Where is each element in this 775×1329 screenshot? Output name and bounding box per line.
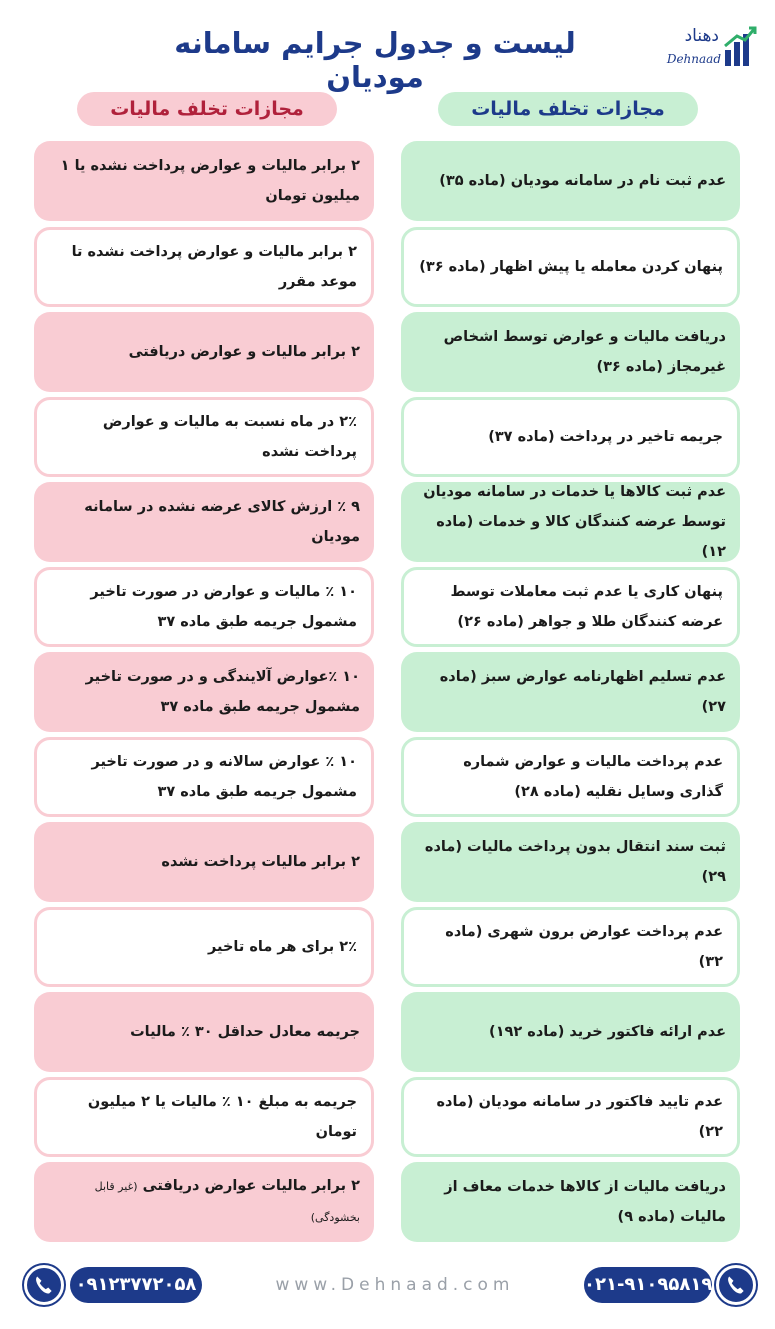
violation-cell [401,482,740,562]
table-row [0,907,775,987]
table-row [0,1077,775,1157]
violation-cell [401,1077,740,1157]
violation-cell [401,567,740,647]
violation-text: عدم تسلیم اظهارنامه عوارض سبز (ماده ۲۷) [439,669,726,715]
penalty-text: ۲٪ در ماه نسبت به مالیات و عوارض پرداخت نشده [102,414,357,460]
table-row [0,737,775,817]
violation-cell [401,907,740,987]
table-row [0,397,775,477]
table-row [0,312,775,392]
phone-icon[interactable] [716,1265,756,1305]
penalty-text: ۲ برابر مالیات پرداخت نشده [161,854,360,870]
penalty-cell [34,822,374,902]
penalty-cell [34,567,374,647]
violation-cell [401,822,740,902]
penalty-text: ۲٪ برای هر ماه تاخیر [208,939,357,955]
violation-column-heading: مجازات تخلف مالیات [438,92,698,126]
violation-text: عدم پرداخت مالیات و عوارض شماره گذاری وسایل نقلیه (ماده ۲۸) [463,754,723,800]
penalty-text: ۲ برابر مالیات و عوارض پرداخت نشده تا موعد مقرر [71,244,357,290]
penalty-cell [34,992,374,1072]
penalty-cell [34,1162,374,1242]
penalty-column-heading: مجازات تخلف مالیات [77,92,337,126]
mobile-number[interactable]: ۰۹۱۲۳۷۷۲۰۵۸ [70,1267,202,1303]
penalty-main-text: ۲ برابر مالیات عوارض دریافتی [142,1178,360,1194]
table-row [0,567,775,647]
violation-text: پنهان کردن معامله یا پیش اظهار (ماده ۳۶) [419,259,723,275]
table-row [0,1162,775,1242]
penalty-text: ۲ برابر مالیات و عوارض دریافتی [128,344,360,360]
penalty-cell [34,1077,374,1157]
penalty-text [48,1171,360,1233]
header [0,0,775,92]
page-title: لیست و جدول جرایم سامانه مودیان [174,26,576,94]
penalty-text: ۹ ٪ ارزش کالای عرضه نشده در سامانه مودیان [84,499,360,545]
violation-text: ثبت سند انتقال بدون پرداخت مالیات (ماده ۲۹) [424,839,726,885]
footer [0,1263,775,1309]
violation-text: عدم پرداخت عوارض برون شهری (ماده ۳۲) [445,924,723,970]
logo-chart-icon [723,24,757,68]
table-row [0,141,775,221]
violation-cell [401,652,740,732]
table-row [0,992,775,1072]
violation-cell [401,992,740,1072]
penalty-cell [34,737,374,817]
violation-text: جریمه تاخیر در پرداخت (ماده ۳۷) [488,429,723,445]
violation-cell [401,1162,740,1242]
phone-icon[interactable] [24,1265,64,1305]
penalty-cell [34,141,374,221]
table-row [0,822,775,902]
penalty-note: (غیر قابل بخشودگی) [94,1180,360,1224]
table-row [0,227,775,307]
violation-cell [401,312,740,392]
violation-cell [401,397,740,477]
penalty-cell [34,397,374,477]
penalty-text: ۱۰ ٪ مالیات و عوارض در صورت تاخیر مشمول جریمه طبق ماده ۳۷ [90,584,357,630]
violation-text: عدم تایید فاکتور در سامانه مودیان (ماده ۲۲) [436,1094,723,1140]
violation-text: پنهان کاری یا عدم ثبت معاملات توسط عرضه کنندگان طلا و جواهر (ماده ۲۶) [450,584,723,630]
table-row [0,652,775,732]
penalty-text: ۲ برابر مالیات و عوارض پرداخت نشده یا ۱ میلیون تومان [60,158,360,204]
violation-cell [401,737,740,817]
table-row [0,482,775,562]
penalty-text: ۱۰ ٪عوارض آلایندگی و در صورت تاخیر مشمول جریمه طبق ماده ۳۷ [85,669,360,715]
penalty-cell [34,312,374,392]
penalty-text: جریمه به مبلغ ۱۰ ٪ مالیات یا ۲ میلیون تومان [87,1094,357,1140]
violation-cell [401,141,740,221]
violation-text: دریافت مالیات و عوارض توسط اشخاص غیرمجاز (ماده ۳۶) [443,329,726,375]
penalty-text: جریمه معادل حداقل ۳۰ ٪ مالیات [130,1024,360,1040]
violation-text: عدم ثبت کالاها یا خدمات در سامانه مودیان توسط عرضه کنندگان کالا و خدمات (ماده ۱۲) [423,484,726,560]
penalty-cell [34,907,374,987]
penalty-cell [34,482,374,562]
website-link[interactable]: www.Dehnaad.com [275,1275,515,1295]
violation-cell [401,227,740,307]
violation-text: عدم ارائه فاکتور خرید (ماده ۱۹۲) [489,1024,726,1040]
violation-text: دریافت مالیات از کالاها خدمات معاف از مالیات (ماده ۹) [444,1179,726,1225]
penalty-cell [34,227,374,307]
logo-text-fa: دهناد [684,26,719,46]
brand-logo[interactable] [637,20,757,76]
violation-text: عدم ثبت نام در سامانه مودیان (ماده ۳۵) [439,173,726,189]
penalty-text: ۱۰ ٪ عوارض سالانه و در صورت تاخیر مشمول جریمه طبق ماده ۳۷ [91,754,357,800]
landline-number[interactable]: ۰۲۱-۹۱۰۹۵۸۱۹ [584,1267,712,1303]
penalty-cell [34,652,374,732]
logo-text-en: Dehnaad [666,52,721,66]
